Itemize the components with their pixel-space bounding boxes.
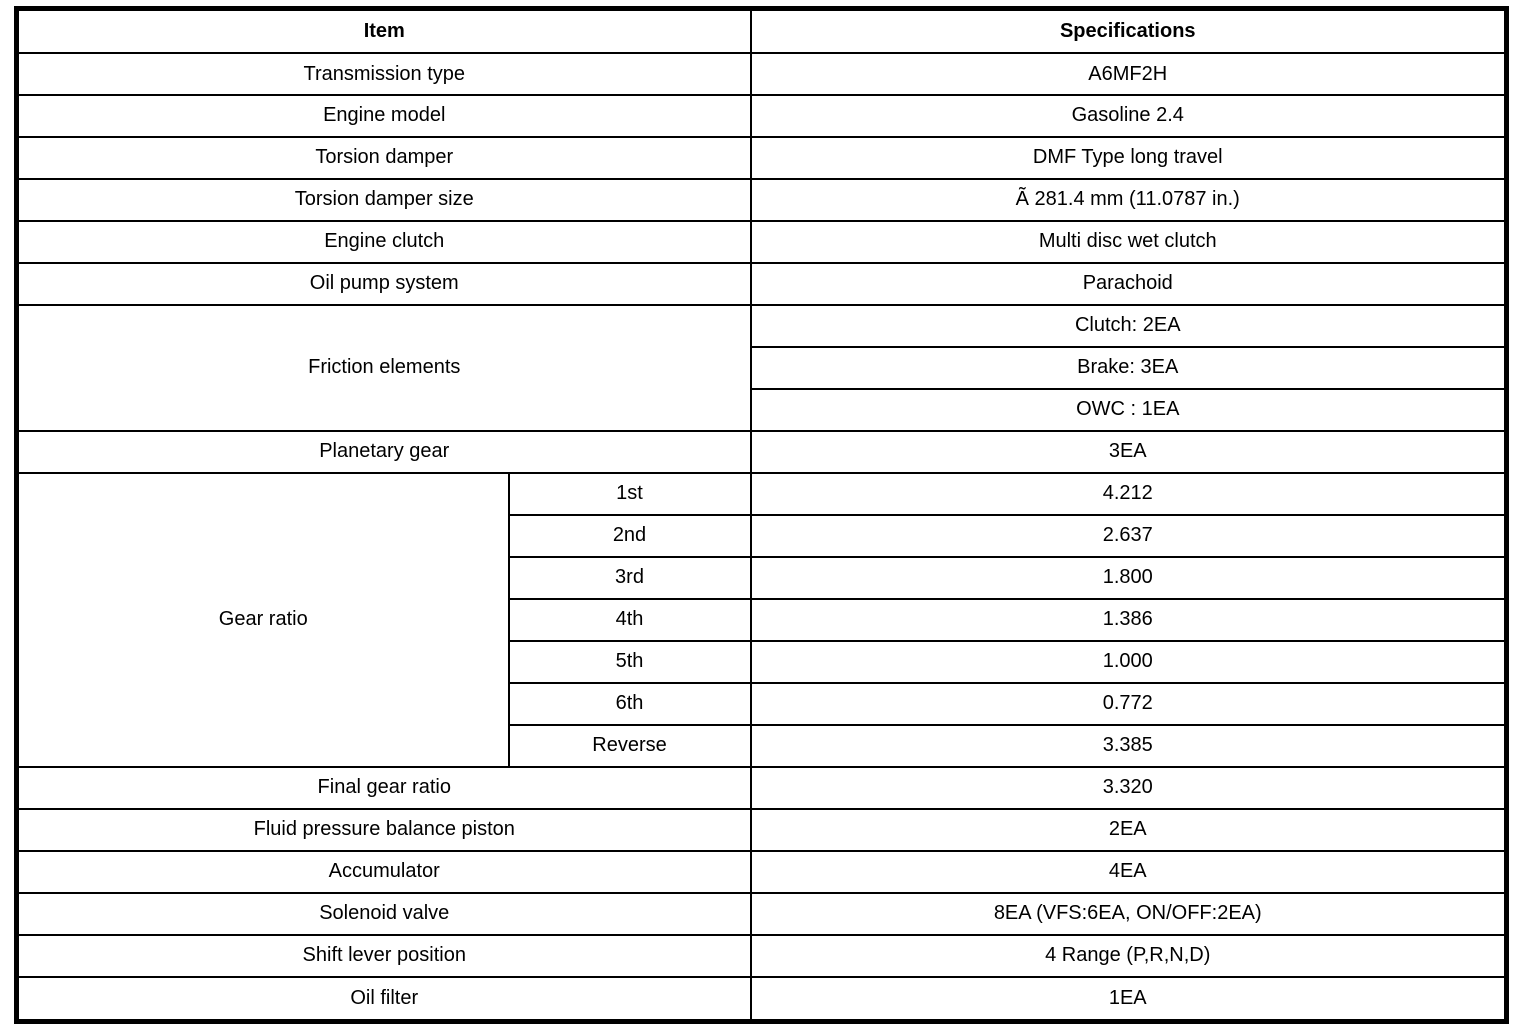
table-row-torsion-damper-size xyxy=(17,179,1507,221)
spec-cell: 4EA xyxy=(751,851,1507,893)
spec-cell: 4 Range (P,R,N,D) xyxy=(751,935,1507,977)
spec-cell: A6MF2H xyxy=(751,53,1507,95)
gear-value-cell: 1.000 xyxy=(751,641,1507,683)
gear-label-cell: 4th xyxy=(509,599,751,641)
item-cell: Transmission type xyxy=(17,53,751,95)
table-row-fluid-pressure-balance-piston xyxy=(17,809,1507,851)
table-row-gear-1st xyxy=(17,473,1507,515)
gear-label-cell: 3rd xyxy=(509,557,751,599)
item-cell: Oil pump system xyxy=(17,263,751,305)
item-cell-gear-ratio: Gear ratio xyxy=(17,473,509,767)
gear-label-cell: 2nd xyxy=(509,515,751,557)
spec-cell: Gasoline 2.4 xyxy=(751,95,1507,137)
item-cell: Fluid pressure balance piston xyxy=(17,809,751,851)
gear-value-cell: 1.800 xyxy=(751,557,1507,599)
table-row-friction-elements xyxy=(17,305,1507,347)
spec-cell: 1EA xyxy=(751,977,1507,1022)
table-row-planetary-gear xyxy=(17,431,1507,473)
table-row-engine-clutch xyxy=(17,221,1507,263)
gear-value-cell: 3.385 xyxy=(751,725,1507,767)
spec-cell-clutch: Clutch: 2EA xyxy=(751,305,1507,347)
item-cell: Final gear ratio xyxy=(17,767,751,809)
spec-cell: 8EA (VFS:6EA, ON/OFF:2EA) xyxy=(751,893,1507,935)
gear-value-cell: 4.212 xyxy=(751,473,1507,515)
spec-cell: Ã 281.4 mm (11.0787 in.) xyxy=(751,179,1507,221)
spec-cell: Parachoid xyxy=(751,263,1507,305)
column-header-specifications: Specifications xyxy=(751,9,1507,54)
column-header-item: Item xyxy=(17,9,751,54)
item-cell: Solenoid valve xyxy=(17,893,751,935)
table-row-final-gear-ratio xyxy=(17,767,1507,809)
table-row-engine-model xyxy=(17,95,1507,137)
gear-label-cell: 6th xyxy=(509,683,751,725)
gear-value-cell: 2.637 xyxy=(751,515,1507,557)
item-cell-friction-elements: Friction elements xyxy=(17,305,751,431)
spec-cell-owc: OWC : 1EA xyxy=(751,389,1507,431)
table-row-shift-lever-position xyxy=(17,935,1507,977)
spec-cell: 3.320 xyxy=(751,767,1507,809)
spec-cell: Multi disc wet clutch xyxy=(751,221,1507,263)
item-cell: Oil filter xyxy=(17,977,751,1022)
item-cell: Planetary gear xyxy=(17,431,751,473)
table-row-solenoid-valve xyxy=(17,893,1507,935)
item-cell: Engine model xyxy=(17,95,751,137)
item-cell: Engine clutch xyxy=(17,221,751,263)
spec-cell: 2EA xyxy=(751,809,1507,851)
spec-cell-brake: Brake: 3EA xyxy=(751,347,1507,389)
spec-cell: 3EA xyxy=(751,431,1507,473)
gear-value-cell: 0.772 xyxy=(751,683,1507,725)
header-row xyxy=(17,9,1507,54)
specifications-table xyxy=(14,6,1509,1024)
gear-label-cell: Reverse xyxy=(509,725,751,767)
item-cell: Torsion damper xyxy=(17,137,751,179)
item-cell: Torsion damper size xyxy=(17,179,751,221)
table-row-accumulator xyxy=(17,851,1507,893)
gear-label-cell: 5th xyxy=(509,641,751,683)
item-cell: Accumulator xyxy=(17,851,751,893)
spec-cell: DMF Type long travel xyxy=(751,137,1507,179)
table-row-oil-filter xyxy=(17,977,1507,1022)
table-row-oil-pump-system xyxy=(17,263,1507,305)
table-row-transmission-type xyxy=(17,53,1507,95)
item-cell: Shift lever position xyxy=(17,935,751,977)
table-row-torsion-damper xyxy=(17,137,1507,179)
gear-value-cell: 1.386 xyxy=(751,599,1507,641)
gear-label-cell: 1st xyxy=(509,473,751,515)
